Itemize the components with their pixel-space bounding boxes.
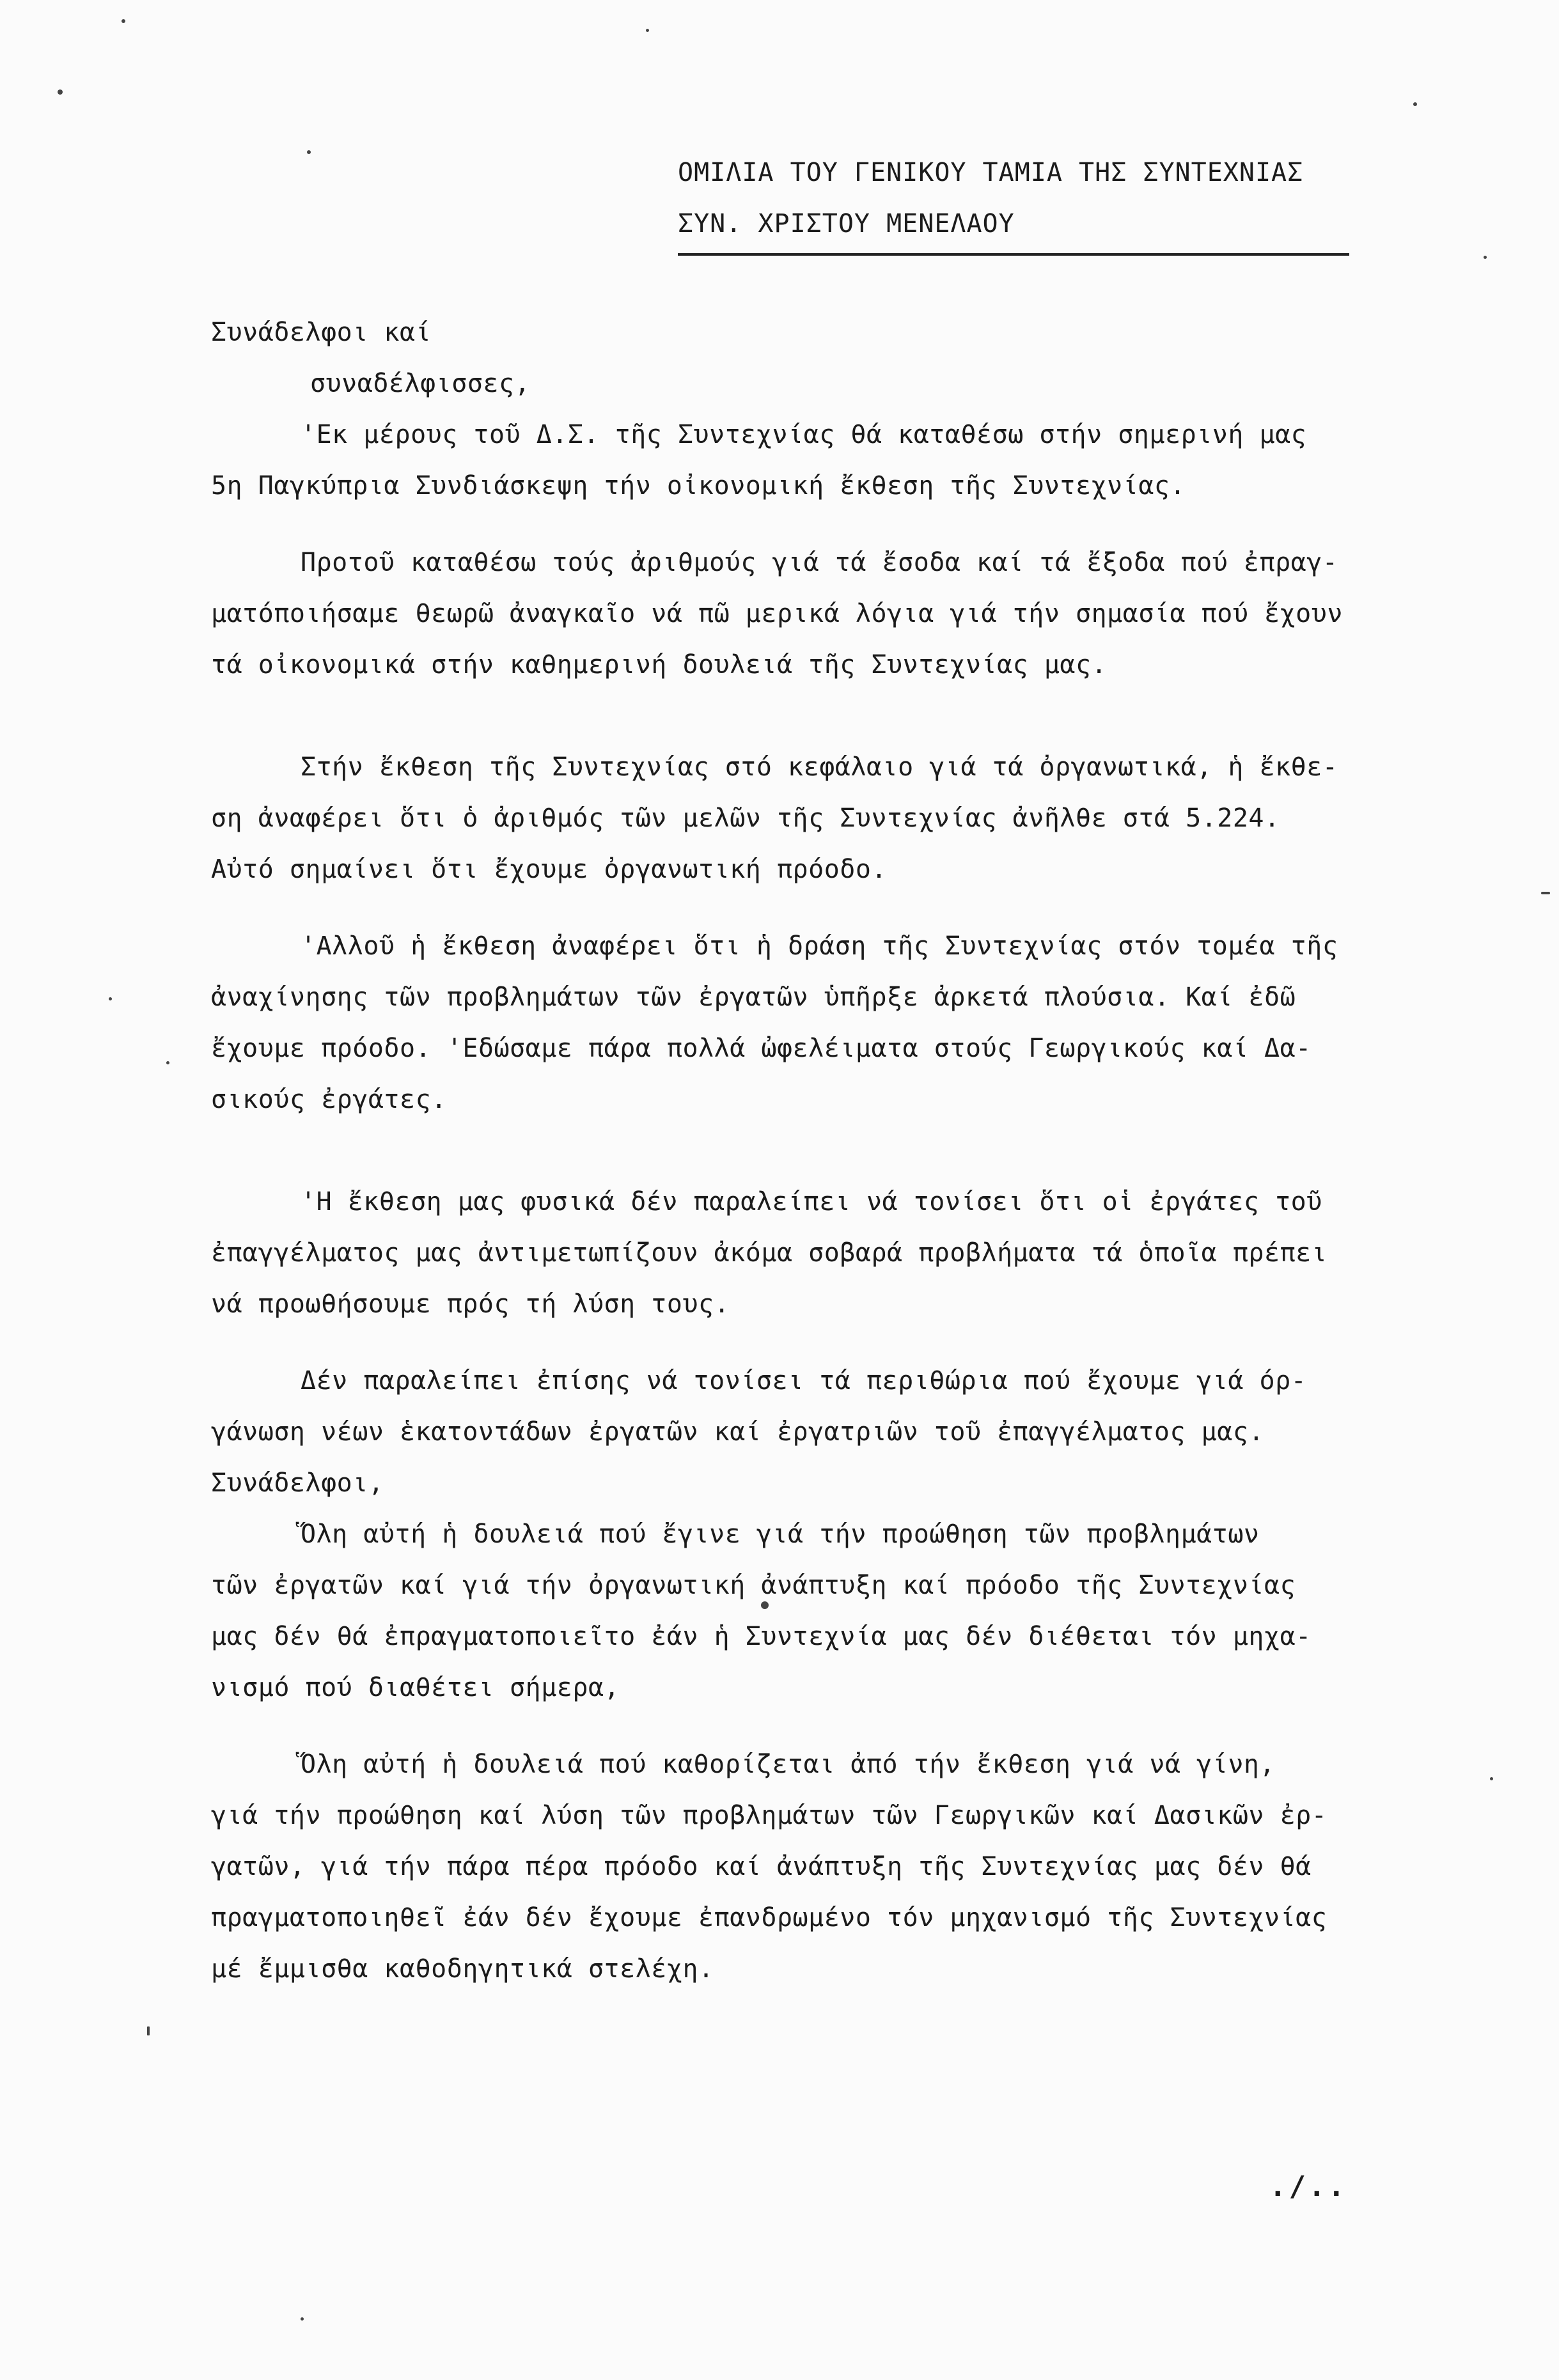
scan-speck (646, 29, 649, 32)
paragraph-9 (211, 1739, 1426, 1995)
paragraph-line: ματόποιήσαμε θεωρῶ ἀναγκαῖο νά πῶ μερικά λόγια γιά τήν σημασία πού ἔχουν (211, 599, 1343, 628)
paragraph-line: Ὅλη αὐτή ἡ δουλειά πού ἔγινε γιά τήν προώθηση τῶν προβλημάτων (301, 1520, 1260, 1549)
paragraph-line: Στήν ἔκθεση τῆς Συντεχνίας στό κεφάλαιο γιά τά ὀργανωτικά, ἡ ἔκθε- (301, 752, 1338, 782)
paragraph-line: Προτοῦ καταθέσω τούς ἀριθμούς γιά τά ἔσοδα καί τά ἔξοδα πού ἐπραγ- (301, 548, 1338, 577)
speech-body (211, 307, 1426, 1995)
paragraph-7 (211, 1458, 1426, 1509)
header-underline (678, 253, 1349, 256)
paragraph-line: 'Αλλοῦ ἡ ἔκθεση ἀναφέρει ὅτι ἡ δράση τῆς Συντεχνίας στόν τομέα τῆς (301, 931, 1338, 961)
paragraph-line: τῶν ἐργατῶν καί γιά τήν ὀργανωτική ἀνάπτυξη καί πρόοδο τῆς Συντεχνίας (211, 1571, 1296, 1600)
paragraph-line: νά προωθήσουμε πρός τή λύση τους. (211, 1289, 730, 1319)
scan-speck (761, 1601, 769, 1609)
paragraph-3 (211, 742, 1426, 895)
paragraph-line: ἔχουμε πρόοδο. 'Εδώσαμε πάρα πολλά ὠφελέιματα στούς Γεωργικούς καί Δα- (211, 1034, 1312, 1063)
paragraph-line: σικούς ἐργάτες. (211, 1085, 447, 1114)
scan-speck (166, 1061, 169, 1064)
paragraph-8 (211, 1509, 1426, 1713)
scan-speck (1484, 256, 1487, 259)
header-title-line-2: ΣΥΝ. ΧΡΙΣΤΟΥ ΜΕΝΕΛΑΟΥ (678, 209, 1015, 238)
paragraph-line: 'Εκ μέρους τοῦ Δ.Σ. τῆς Συντεχνίας θά καταθέσω στήν σημερινή μας (301, 420, 1307, 449)
paragraph-5 (211, 1176, 1426, 1330)
scan-speck (121, 19, 125, 23)
scan-speck (301, 2317, 304, 2321)
paragraph-line: τά οἰκονομικά στήν καθημερινή δουλειά τῆς Συντεχνίας μας. (211, 650, 1108, 680)
paragraph-line: μέ ἔμμισθα καθοδηγητικά στελέχη. (211, 1954, 714, 1984)
paragraph-line: μας δέν θά ἐπραγματοποιεῖτο ἐάν ἡ Συντεχνία μας δέν διέθεται τόν μηχα- (211, 1622, 1312, 1651)
paragraph-6 (211, 1355, 1426, 1458)
scan-speck (109, 997, 112, 1000)
paragraph-line: νισμό πού διαθέτει σήμερα, (211, 1673, 620, 1702)
salutation-line-2: συναδέλφισσες, (310, 369, 531, 398)
salutation-repeat: Συνάδελφοι, (211, 1468, 384, 1498)
paragraph-line: ἀναχίνησης τῶν προβλημάτων τῶν ἐργατῶν ὑπῆρξε ἀρκετά πλούσια. Καί ἐδῶ (211, 983, 1296, 1012)
scan-speck (1541, 892, 1550, 894)
paragraph-line: γατῶν, γιά τήν πάρα πέρα πρόοδο καί ἀνάπτυξη τῆς Συντεχνίας μας δέν θά (211, 1852, 1312, 1881)
paragraph-4 (211, 921, 1426, 1125)
salutation-line-1: Συνάδελφοι καί (211, 318, 432, 347)
continuation-mark: ./.. (1269, 2170, 1347, 2203)
paragraph-1 (211, 409, 1426, 511)
paragraph-line: 'Η ἔκθεση μας φυσικά δέν παραλείπει νά τονίσει ὅτι οἱ ἐργάτες τοῦ (301, 1187, 1322, 1217)
scan-speck (1490, 1777, 1493, 1780)
paragraph-line: Δέν παραλείπει ἐπίσης νά τονίσει τά περιθώρια πού ἔχουμε γιά όρ- (301, 1366, 1307, 1396)
paragraph-line: Αὐτό σημαίνει ὅτι ἔχουμε ὀργανωτική πρόοδο. (211, 855, 888, 884)
document-header (678, 147, 1356, 256)
paragraph-line: γάνωση νέων ἑκατοντάδων ἐργατῶν καί ἐργατριῶν τοῦ ἐπαγγέλματος μας. (211, 1417, 1264, 1447)
paragraph-line: Ὅλη αὐτή ἡ δουλειά πού καθορίζεται ἀπό τήν ἔκθεση γιά νά γίνη, (301, 1750, 1276, 1779)
scan-speck (58, 89, 63, 95)
paragraph-line: ἐπαγγέλματος μας ἀντιμετωπίζουν ἀκόμα σοβαρά προβλήματα τά ὁποῖα πρέπει (211, 1238, 1328, 1268)
paragraph-line: 5η Παγκύπρια Συνδιάσκεψη τήν οἰκονομική ἔκθεση τῆς Συντεχνίας. (211, 471, 1186, 501)
paragraph-line: γιά τήν προώθηση καί λύση τῶν προβλημάτων τῶν Γεωργικῶν καί Δασικῶν ἐρ- (211, 1801, 1328, 1830)
scan-speck (147, 2026, 150, 2035)
paragraph-line: πραγματοποιηθεῖ ἐάν δέν ἔχουμε ἐπανδρωμένο τόν μηχανισμό τῆς Συντεχνίας (211, 1903, 1328, 1933)
paragraph-line: ση ἀναφέρει ὅτι ὁ ἀριθμός τῶν μελῶν τῆς Συντεχνίας ἀνῆλθε στά 5.224. (211, 804, 1280, 833)
scan-speck (1413, 102, 1417, 106)
paragraph-2 (211, 537, 1426, 690)
header-title-line-1: ΟΜΙΛΙΑ ΤΟΥ ΓΕΝΙΚΟΥ ΤΑΜΙΑ ΤΗΣ ΣΥΝΤΕΧΝΙΑΣ (678, 158, 1304, 187)
scan-speck (307, 150, 311, 154)
